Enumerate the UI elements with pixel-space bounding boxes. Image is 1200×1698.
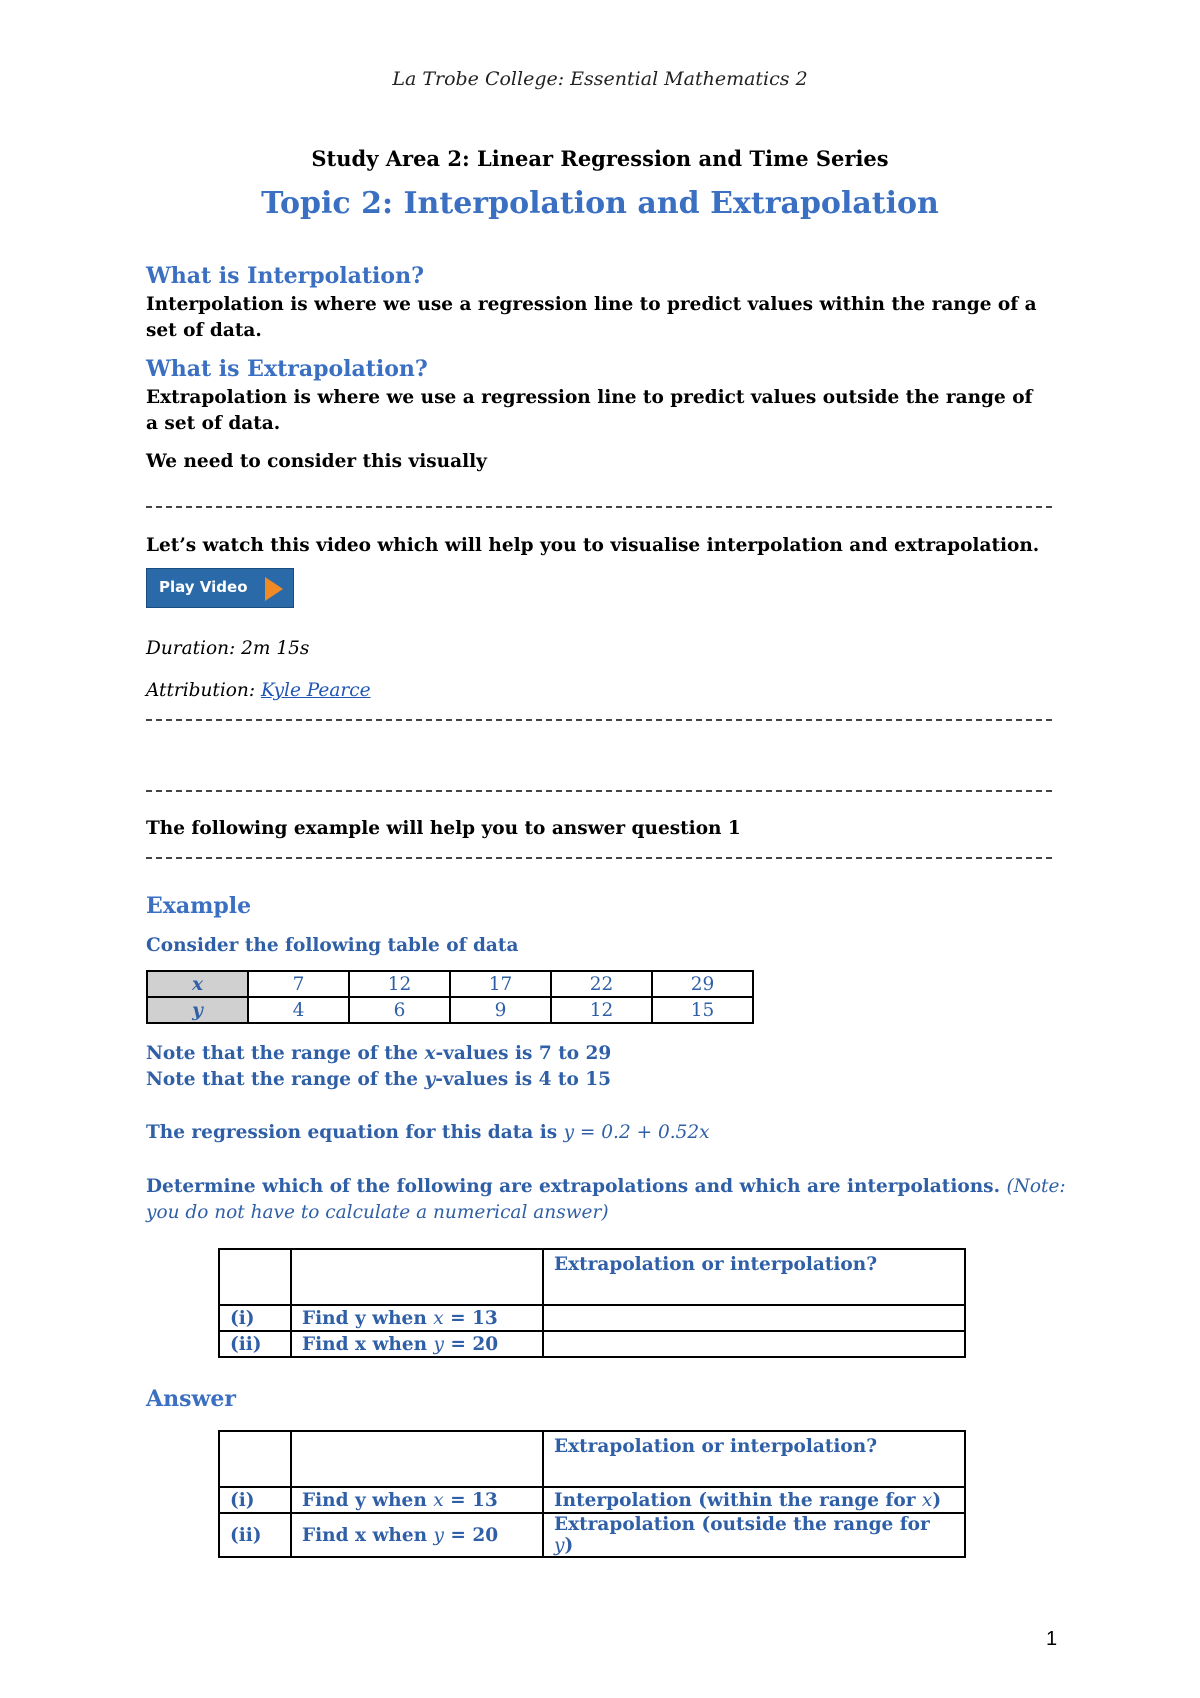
empty-cell [291, 1431, 543, 1487]
determine-instruction [146, 1174, 1066, 1226]
play-icon [265, 577, 283, 601]
answer-input-cell[interactable] [543, 1305, 965, 1331]
question-text: Find y when [302, 1307, 434, 1329]
x-value-cell: 17 [450, 971, 551, 997]
note-y-range [146, 1069, 611, 1090]
question-variable: x [433, 1489, 444, 1511]
question-value: = 20 [443, 1333, 499, 1355]
x-value-cell: 22 [551, 971, 652, 997]
question-cell [291, 1305, 543, 1331]
topic-title: Topic 2: Interpolation and Extrapolation [261, 186, 939, 221]
answer-cell [543, 1487, 965, 1513]
answer-heading: Answer [146, 1386, 236, 1412]
divider [146, 719, 1052, 721]
note-y-text-end: -values is 4 to 15 [435, 1069, 612, 1090]
table-row [219, 1513, 965, 1557]
row-number: (ii) [219, 1331, 291, 1357]
table-row [147, 971, 753, 997]
question-cell [291, 1513, 543, 1557]
note-x-text: Note that the range of the [146, 1043, 425, 1064]
answer-table [218, 1430, 966, 1558]
x-value-cell: 7 [248, 971, 349, 997]
extrapolation-heading: What is Extrapolation? [146, 356, 428, 382]
extrapolation-definition: Extrapolation is where we use a regression line to predict values outside the range of a set of data. [146, 387, 1033, 434]
note-y-text: Note that the range of the [146, 1069, 425, 1090]
regression-label: The regression equation for this data is [146, 1122, 564, 1143]
note-x-range [146, 1043, 611, 1064]
divider [146, 857, 1052, 859]
row-number: (ii) [219, 1513, 291, 1557]
note-x-variable: x [424, 1043, 436, 1064]
answer-text-end: ) [932, 1489, 942, 1511]
note-y-variable: y [424, 1069, 436, 1090]
running-header: La Trobe College: Essential Mathematics 2 [392, 68, 808, 90]
y-value-cell: 9 [450, 997, 551, 1023]
answer-text: Extrapolation (outside the range for [554, 1514, 930, 1535]
x-header-cell: x [147, 971, 248, 997]
y-value-cell: 4 [248, 997, 349, 1023]
video-attribution [146, 680, 371, 701]
divider [146, 790, 1052, 792]
answer-text: Interpolation (within the range for [554, 1489, 922, 1511]
x-value-cell: 12 [349, 971, 450, 997]
regression-equation-text [146, 1122, 710, 1143]
answer-text-end: ) [564, 1535, 574, 1556]
answer-input-cell[interactable] [543, 1331, 965, 1357]
study-area-title: Study Area 2: Linear Regression and Time Series [311, 146, 889, 171]
question-cell [291, 1331, 543, 1357]
empty-cell [219, 1431, 291, 1487]
row-number: (i) [219, 1305, 291, 1331]
empty-cell [219, 1249, 291, 1305]
question-variable: y [433, 1333, 444, 1355]
question-value: = 13 [443, 1489, 498, 1511]
attribution-label: Attribution: [146, 680, 261, 701]
consider-visually-text: We need to consider this visually [146, 451, 487, 472]
note-x-text-end: -values is 7 to 29 [435, 1043, 612, 1064]
question-text: Find x when [302, 1524, 434, 1546]
attribution-link[interactable]: Kyle Pearce [260, 680, 371, 701]
answer-variable: y [554, 1535, 565, 1556]
table-row [219, 1487, 965, 1513]
example-heading: Example [146, 893, 252, 919]
answer-variable: x [921, 1489, 933, 1511]
question-table [218, 1248, 966, 1358]
y-value-cell: 15 [652, 997, 753, 1023]
y-header-cell: y [147, 997, 248, 1023]
y-value-cell: 12 [551, 997, 652, 1023]
play-video-label: Play Video [159, 578, 248, 596]
example-intro-text: The following example will help you to answer question 1 [146, 818, 741, 839]
table-row [219, 1431, 965, 1487]
y-value-cell: 6 [349, 997, 450, 1023]
row-number: (i) [219, 1487, 291, 1513]
x-value-cell: 29 [652, 971, 753, 997]
determine-note: (Note: you do not have to calculate a numerical answer) [146, 1176, 1066, 1223]
table-row [147, 997, 753, 1023]
answer-table-header: Extrapolation or interpolation? [543, 1431, 965, 1487]
question-text: Find y when [302, 1489, 434, 1511]
empty-cell [291, 1249, 543, 1305]
video-intro-text: Let’s watch this video which will help you to visualise interpolation and extrapolation. [146, 535, 1040, 556]
answer-cell [543, 1513, 965, 1557]
question-variable: y [433, 1524, 444, 1546]
question-table-header: Extrapolation or interpolation? [543, 1249, 965, 1305]
table-row [219, 1249, 965, 1305]
question-variable: x [433, 1307, 444, 1329]
table-row [219, 1331, 965, 1357]
question-cell [291, 1487, 543, 1513]
consider-table-text: Consider the following table of data [146, 935, 519, 956]
question-value: = 13 [443, 1307, 498, 1329]
data-table [146, 970, 754, 1024]
video-duration: Duration: 2m 15s [146, 638, 310, 659]
divider [146, 506, 1052, 508]
question-value: = 20 [443, 1524, 499, 1546]
determine-text: Determine which of the following are extrapolations and which are interpolations. [146, 1176, 1007, 1197]
question-text: Find x when [302, 1333, 434, 1355]
table-row [219, 1305, 965, 1331]
page-number: 1 [1046, 1628, 1058, 1650]
interpolation-definition: Interpolation is where we use a regression line to predict values within the range of a set of data. [146, 294, 1037, 341]
play-video-button[interactable] [146, 568, 294, 608]
regression-equation: y = 0.2 + 0.52x [563, 1122, 710, 1143]
interpolation-heading: What is Interpolation? [146, 263, 424, 289]
